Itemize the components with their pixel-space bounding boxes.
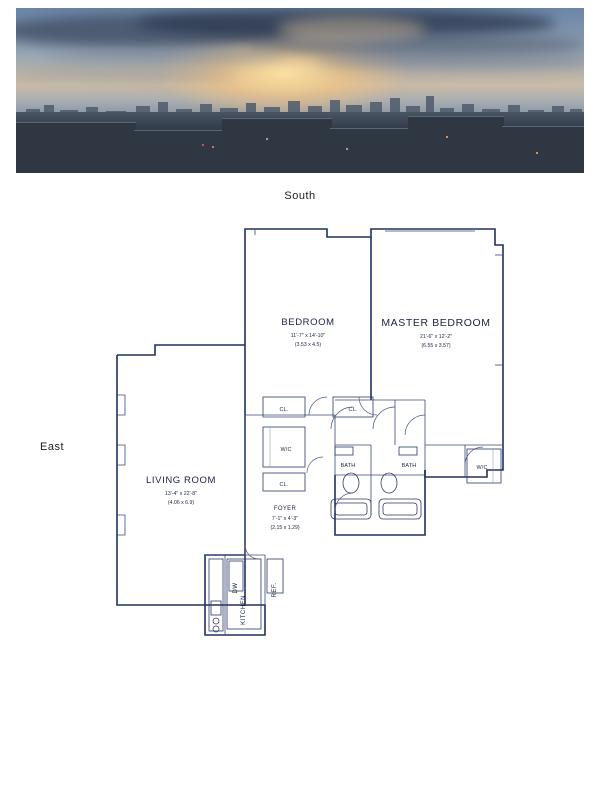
orientation-label-south: South — [284, 190, 316, 202]
master-bedroom-label: MASTER BEDROOM — [381, 317, 491, 329]
cloud-band — [316, 52, 584, 70]
bath-2 — [379, 447, 421, 519]
bath-1-label: BATH — [340, 463, 356, 469]
dishwasher-label: DW — [233, 582, 239, 594]
closet-bedroom — [263, 397, 305, 417]
closet-master-label: CL. — [348, 407, 358, 413]
orientation-label-east: East — [40, 441, 65, 453]
refrigerator-label: REF. — [272, 582, 278, 598]
washer-dryer-closet-label: W/C — [280, 447, 292, 453]
city-skyline-sunset-photo — [16, 8, 584, 173]
cloud-band — [16, 68, 236, 82]
washer-dryer-closet — [263, 427, 305, 467]
room-master-bedroom — [381, 317, 490, 349]
closet-foyer-label: CL. — [279, 482, 289, 488]
kitchen — [209, 559, 261, 632]
window-bays — [117, 229, 503, 535]
room-foyer — [270, 506, 299, 531]
dishwasher — [229, 561, 243, 594]
refrigerator — [267, 559, 283, 598]
master-bedroom-dim-imperial: 21'-6" x 12'-2" — [420, 334, 452, 340]
photo-foreground-rooftops — [16, 112, 584, 173]
living-room-dim-imperial: 13'-4" x 22'-8" — [165, 491, 197, 497]
interior-walls — [205, 237, 503, 635]
foyer-dim-imperial: 7'-1" x 4'-3" — [271, 516, 299, 522]
room-bedroom — [281, 317, 334, 348]
exterior-walls — [117, 229, 503, 635]
room-living-room — [146, 475, 216, 506]
water-closet-master — [467, 449, 501, 483]
bath-2-label: BATH — [401, 463, 417, 469]
master-bedroom-dim-metric: (6.55 x 3.57) — [421, 343, 451, 349]
bath-1 — [331, 447, 371, 519]
bedroom-dim-imperial: 11'-7" x 14'-10" — [290, 333, 326, 339]
bedroom-label: BEDROOM — [281, 317, 335, 328]
closet-bedroom-label: CL. — [279, 407, 289, 413]
water-closet-master-label: W/C — [476, 465, 488, 471]
cloud-band — [46, 48, 286, 64]
kitchen-label: KITCHEN — [241, 595, 247, 625]
living-room-label: LIVING ROOM — [146, 475, 216, 486]
floorplan-diagram — [95, 215, 525, 645]
foyer-dim-metric: (2.15 x 1.29) — [270, 525, 300, 531]
living-room-dim-metric: (4.06 x 6.9) — [167, 500, 195, 506]
bedroom-dim-metric: (3.53 x 4.5) — [294, 342, 322, 348]
closet-foyer — [263, 473, 305, 491]
sun-glow — [276, 16, 426, 42]
foyer-label: FOYER — [273, 506, 297, 512]
